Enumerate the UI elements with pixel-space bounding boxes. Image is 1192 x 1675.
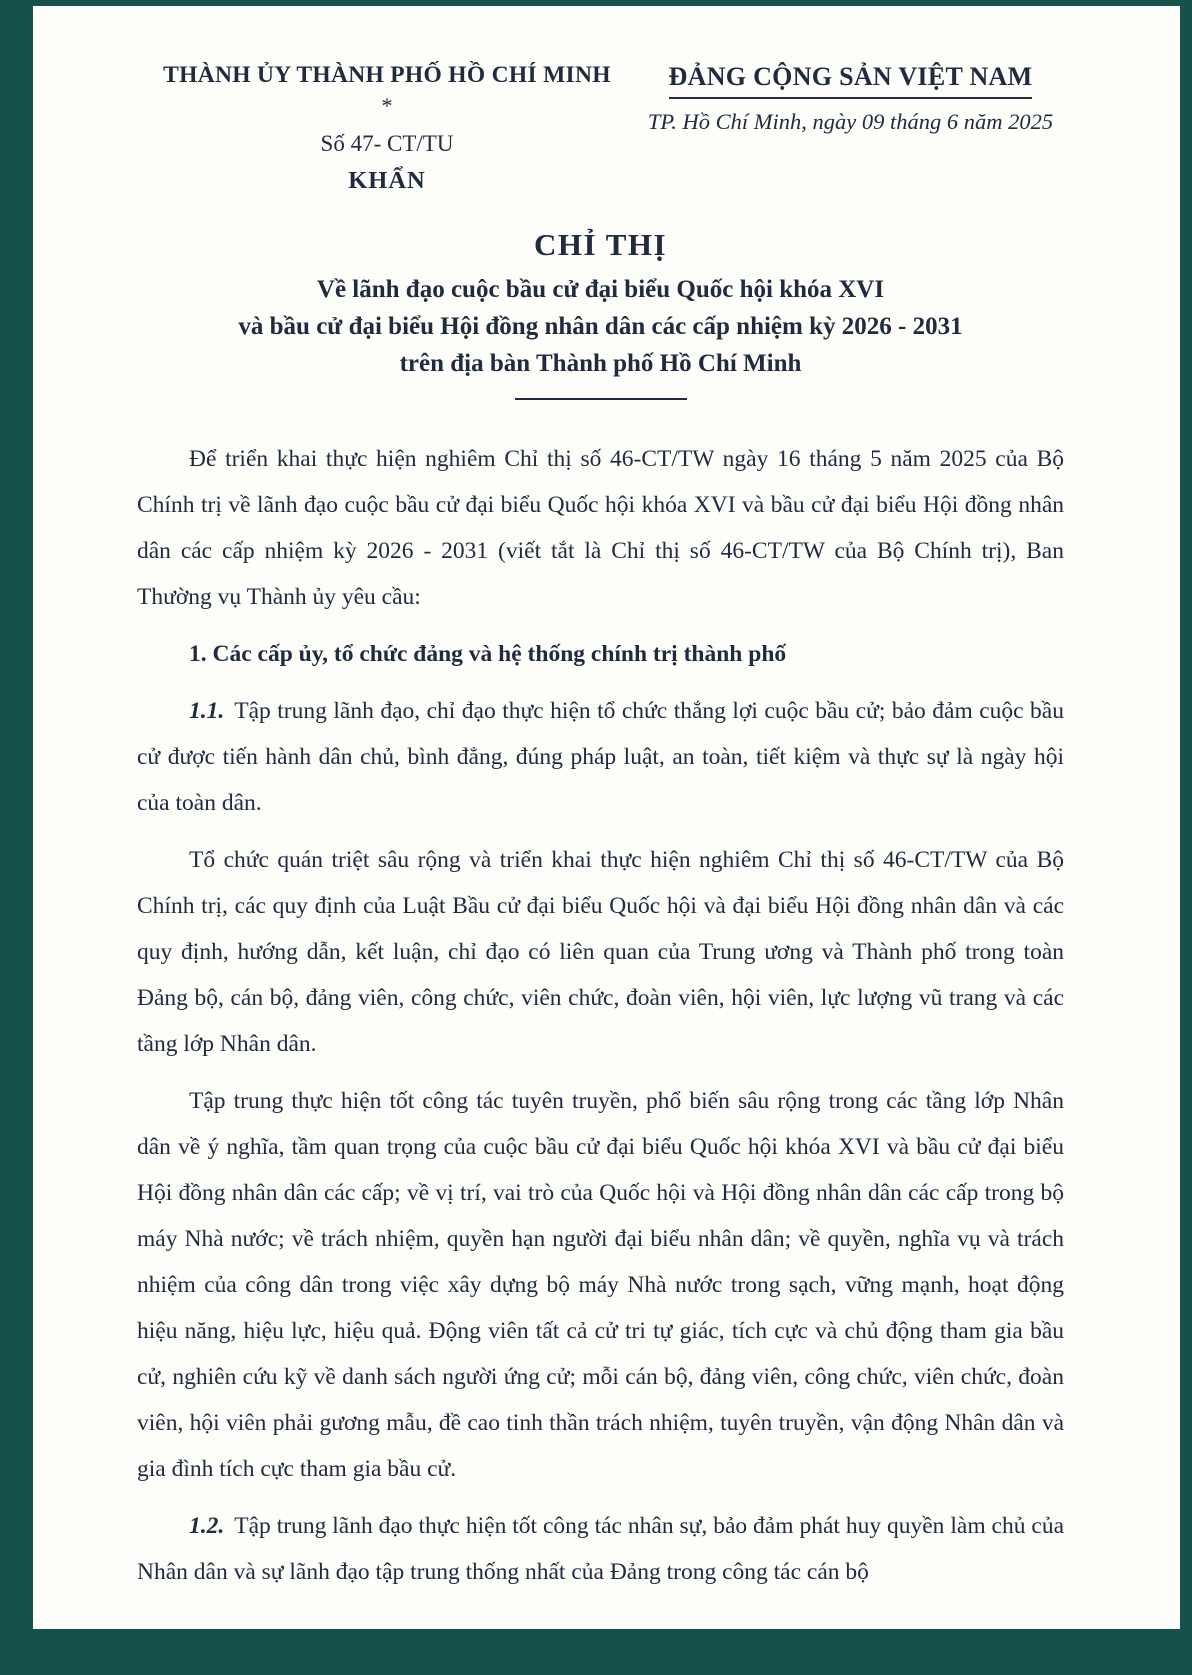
- header-issuer-block: [137, 62, 637, 195]
- paragraph-1-1: [137, 688, 1064, 826]
- subject-line-3: trên địa bàn Thành phố Hồ Chí Minh: [399, 350, 802, 377]
- urgency-label: KHẨN: [348, 167, 426, 194]
- section-1-heading: 1. Các cấp ủy, tổ chức đảng và hệ thống chính trị thành phố: [189, 641, 787, 667]
- clause-number-1-1: 1.1.: [189, 698, 225, 724]
- document-page: [33, 6, 1180, 1629]
- document-header: [137, 62, 1064, 195]
- paragraph-1-2: [137, 1503, 1064, 1595]
- place-date: TP. Hồ Chí Minh, ngày 09 tháng 6 năm 2025: [647, 109, 1054, 134]
- subject-line-1: Về lãnh đạo cuộc bầu cử đại biểu Quốc hội khóa XVI: [316, 276, 885, 303]
- subject-line-2: và bầu cử đại biểu Hội đồng nhân dân các cấp nhiệm kỳ 2026 - 2031: [238, 313, 963, 340]
- doc-title: CHỈ THỊ: [533, 227, 668, 262]
- org-separator-star: *: [381, 93, 393, 118]
- title-rule: [515, 398, 687, 400]
- clause-number-1-2: 1.2.: [189, 1513, 225, 1539]
- issuing-org: THÀNH ỦY THÀNH PHỐ HỒ CHÍ MINH: [163, 62, 611, 88]
- doc-number: Số 47- CT/TU: [320, 131, 454, 156]
- doc-subject: [137, 271, 1064, 382]
- paragraph-intro: Để triển khai thực hiện nghiêm Chỉ thị số 46-CT/TW ngày 16 tháng 5 năm 2025 của Bộ Chính trị về lãnh đạo cuộc bầu cử đại biểu Quốc hội khóa XVI và bầu cử đại biểu Hội đồng nhân dân các cấp nhiệm kỳ 2026 - 2031 (viết tắt là Chỉ thị số 46-CT/TW của Bộ Chính trị), Ban Thường vụ Thành ủy yêu cầu:: [137, 446, 1064, 610]
- party-name: ĐẢNG CỘNG SẢN VIỆT NAM: [669, 62, 1033, 99]
- document-body: [137, 436, 1064, 1595]
- document-content: [33, 6, 1180, 1595]
- paragraph-1-1b: Tổ chức quán triệt sâu rộng và triển khai thực hiện nghiêm Chỉ thị số 46-CT/TW của Bộ Chính trị, các quy định của Luật Bầu cử đại biểu Quốc hội và đại biểu Hội đồng nhân dân và các quy định, hướng dẫn, kết luận, chỉ đạo có liên quan của Trung ương và Thành phố trong toàn Đảng bộ, cán bộ, đảng viên, công chức, viên chức, đoàn viên, hội viên, lực lượng vũ trang và các tầng lớp Nhân dân.: [137, 847, 1064, 1057]
- paragraph-1-1-text: Tập trung lãnh đạo, chỉ đạo thực hiện tổ chức thắng lợi cuộc bầu cử; bảo đảm cuộc bầu cử được tiến hành dân chủ, bình đẳng, đúng pháp luật, an toàn, tiết kiệm và thực sự là ngày hội của toàn dân.: [137, 698, 1064, 816]
- paragraph-1-1c: Tập trung thực hiện tốt công tác tuyên truyền, phổ biến sâu rộng trong các tầng lớp Nhân dân về ý nghĩa, tầm quan trọng của cuộc bầu cử đại biểu Quốc hội khóa XVI và bầu cử đại biểu Hội đồng nhân dân các cấp; về vị trí, vai trò của Quốc hội và Hội đồng nhân dân các cấp trong bộ máy Nhà nước; về trách nhiệm, quyền hạn người đại biểu nhân dân; về quyền, nghĩa vụ và trách nhiệm của công dân trong việc xây dựng bộ máy Nhà nước trong sạch, vững mạnh, hoạt động hiệu năng, hiệu lực, hiệu quả. Động viên tất cả cử tri tự giác, tích cực và chủ động tham gia bầu cử, nghiên cứu kỹ về danh sách người ứng cử; mỗi cán bộ, đảng viên, công chức, viên chức, đoàn viên, hội viên phải gương mẫu, đề cao tinh thần trách nhiệm, tuyên truyền, vận động Nhân dân và gia đình tích cực tham gia bầu cử.: [137, 1088, 1064, 1482]
- paragraph-1-2-text: Tập trung lãnh đạo thực hiện tốt công tác nhân sự, bảo đảm phát huy quyền làm chủ của Nhân dân và sự lãnh đạo tập trung thống nhất của Đảng trong công tác cán bộ: [137, 1513, 1064, 1585]
- title-block: [137, 227, 1064, 400]
- header-party-block: [637, 62, 1064, 135]
